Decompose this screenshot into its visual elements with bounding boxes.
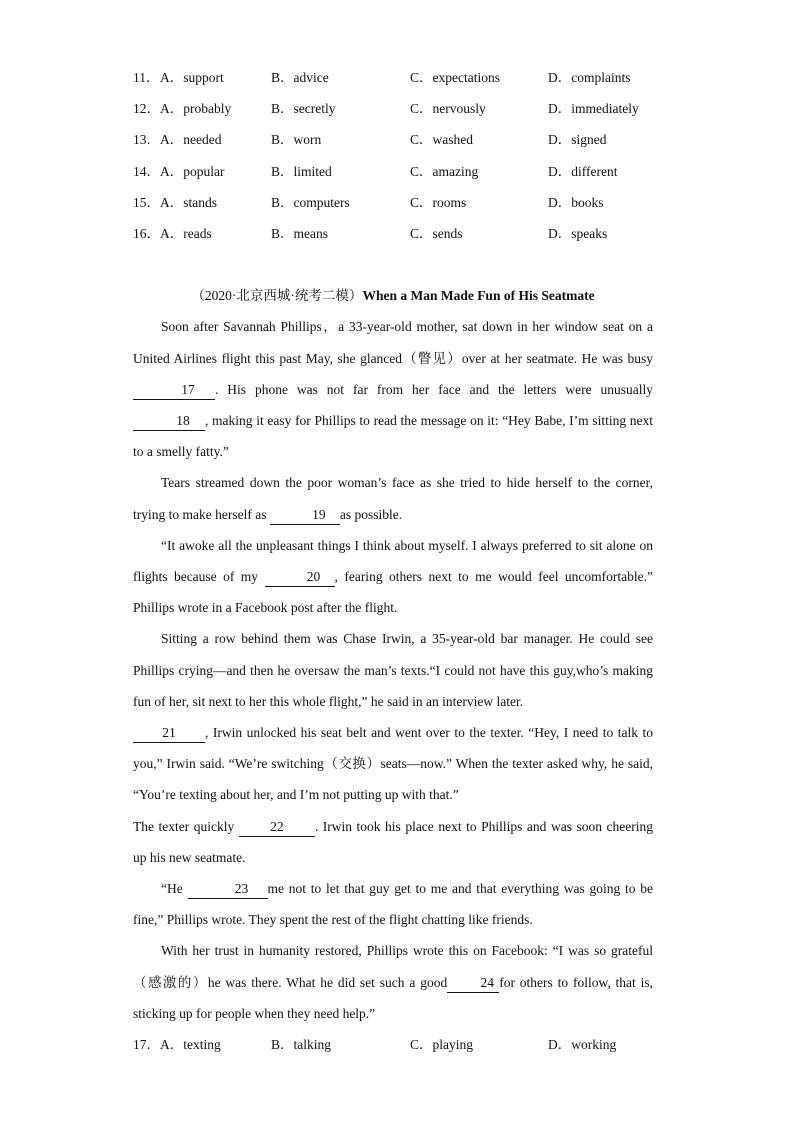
option-c: C．amazing (410, 163, 479, 179)
question-row (133, 124, 653, 155)
question-row (133, 1029, 653, 1060)
option-d: D．immediately (548, 101, 639, 117)
text-run: , fearing others next to me would feel uncomfortable.” Phillips wrote in a Facebook post after the flight. (133, 568, 653, 616)
option-d: D．complaints (548, 70, 631, 85)
question-number: 12． (133, 101, 160, 117)
option-a: A．stands (160, 194, 217, 210)
option-a: A．support (160, 70, 224, 85)
question-number: 11． (133, 70, 160, 85)
option-b: B．secretly (271, 101, 336, 117)
paragraph (133, 873, 653, 935)
option-b: B．worn (271, 132, 322, 148)
option-d: D．different (548, 163, 618, 179)
question-row (133, 156, 653, 187)
option-d: D．signed (548, 132, 607, 148)
question-number: 17． (133, 1036, 160, 1052)
option-b: B．computers (271, 194, 350, 210)
text-run: “It awoke all the unpleasant things I think about myself. I always preferred to sit alone on flights because of my (133, 537, 653, 584)
text-run: , making it easy for Phillips to read the message on it: “Hey Babe, I’m sitting next to a smelly fatty.” (133, 412, 653, 460)
options-list-top (133, 62, 653, 249)
paragraph: Sitting a row behind them was Chase Irwin, a 35-year-old bar manager. He could see Phillips crying—and then he oversaw the man’s texts.“I could not have this guy,who’s making fun of her, sit next to her this whole flight,” he said in an interview later. (133, 631, 653, 709)
text-run: “He (161, 880, 188, 896)
option-c: C．nervously (410, 101, 486, 117)
paragraph (133, 530, 653, 624)
option-c: C．playing (410, 1036, 473, 1052)
question-number: 13． (133, 132, 160, 148)
blank-17: 17 (133, 381, 215, 400)
text-run: , Irwin unlocked his seat belt and went over to the texter. “Hey, I need to talk to you,” Irwin said. “We’re switching（交换）seats—now.” When the texter asked why, he said, “You’re texting about her, and I’m not putting up with that.” (133, 724, 653, 803)
option-c: C．washed (410, 132, 473, 148)
option-d: D．speaks (548, 225, 608, 241)
option-d: D．books (548, 194, 604, 210)
option-b: B．advice (271, 70, 329, 85)
blank-23: 23 (188, 880, 268, 899)
blank-22: 22 (239, 818, 315, 837)
text-run: as possible. (339, 506, 403, 522)
text-run: me not to let that guy get to me and that everything was going to be fine,” Phillips wrote. They spent the rest of the flight chatting like friends. (133, 880, 654, 928)
text-run: . Irwin took his place next to Phillips and was soon cheering up his new seatmate. (133, 818, 653, 865)
option-c: C．rooms (410, 194, 467, 210)
blank-20: 20 (265, 568, 335, 587)
paragraph (133, 811, 653, 873)
option-a: A．probably (160, 101, 232, 117)
blank-19: 19 (270, 506, 340, 525)
paragraph (133, 311, 653, 467)
option-c: C．expectations (410, 70, 500, 85)
question-row (133, 218, 653, 249)
blank-18: 18 (133, 412, 205, 431)
exam-page (133, 62, 653, 1060)
paragraph (133, 467, 653, 529)
question-number: 16． (133, 225, 160, 241)
question-number: 15． (133, 194, 160, 210)
paragraph (133, 717, 653, 811)
option-a: A．reads (160, 225, 212, 241)
option-a: A．popular (160, 163, 225, 179)
option-b: B．limited (271, 163, 332, 179)
option-a: A．texting (160, 1036, 221, 1052)
option-b: B．talking (271, 1036, 331, 1052)
option-a: A．needed (160, 132, 222, 148)
blank-21: 21 (133, 724, 205, 743)
question-row (133, 62, 653, 93)
passage-title (133, 280, 653, 311)
text-run: The texter quickly (133, 818, 239, 834)
question-row (133, 93, 653, 124)
passage-source: （2020·北京西城·统考二模） (191, 288, 363, 304)
text-run: . His phone was not far from her face and the letters were unusually (215, 381, 653, 397)
text-run: for others to follow, that is, sticking up for people when they need help.” (133, 974, 654, 1021)
question-number: 14． (133, 163, 160, 179)
text-run: With her trust in humanity restored, Phillips wrote this on Facebook: “I was so grateful（感激的）he was there. What he did set such a good (133, 943, 653, 990)
paragraph (133, 935, 653, 1029)
text-run: Soon after Savannah Phillips，a 33-year-old mother, sat down in her window seat on a United Airlines flight this past May, she glanced（瞥见）over at her seatmate. He was busy (133, 319, 653, 366)
passage-heading: When a Man Made Fun of His Seatmate (362, 288, 595, 304)
passage-body (133, 311, 653, 1029)
option-b: B．means (271, 225, 328, 241)
option-d: D．working (548, 1036, 617, 1052)
option-c: C．sends (410, 225, 463, 241)
blank-24: 24 (447, 974, 499, 993)
question-row (133, 187, 653, 218)
text-run: Tears streamed down the poor woman’s face as she tried to hide herself to the corner, trying to make herself as (133, 475, 653, 522)
